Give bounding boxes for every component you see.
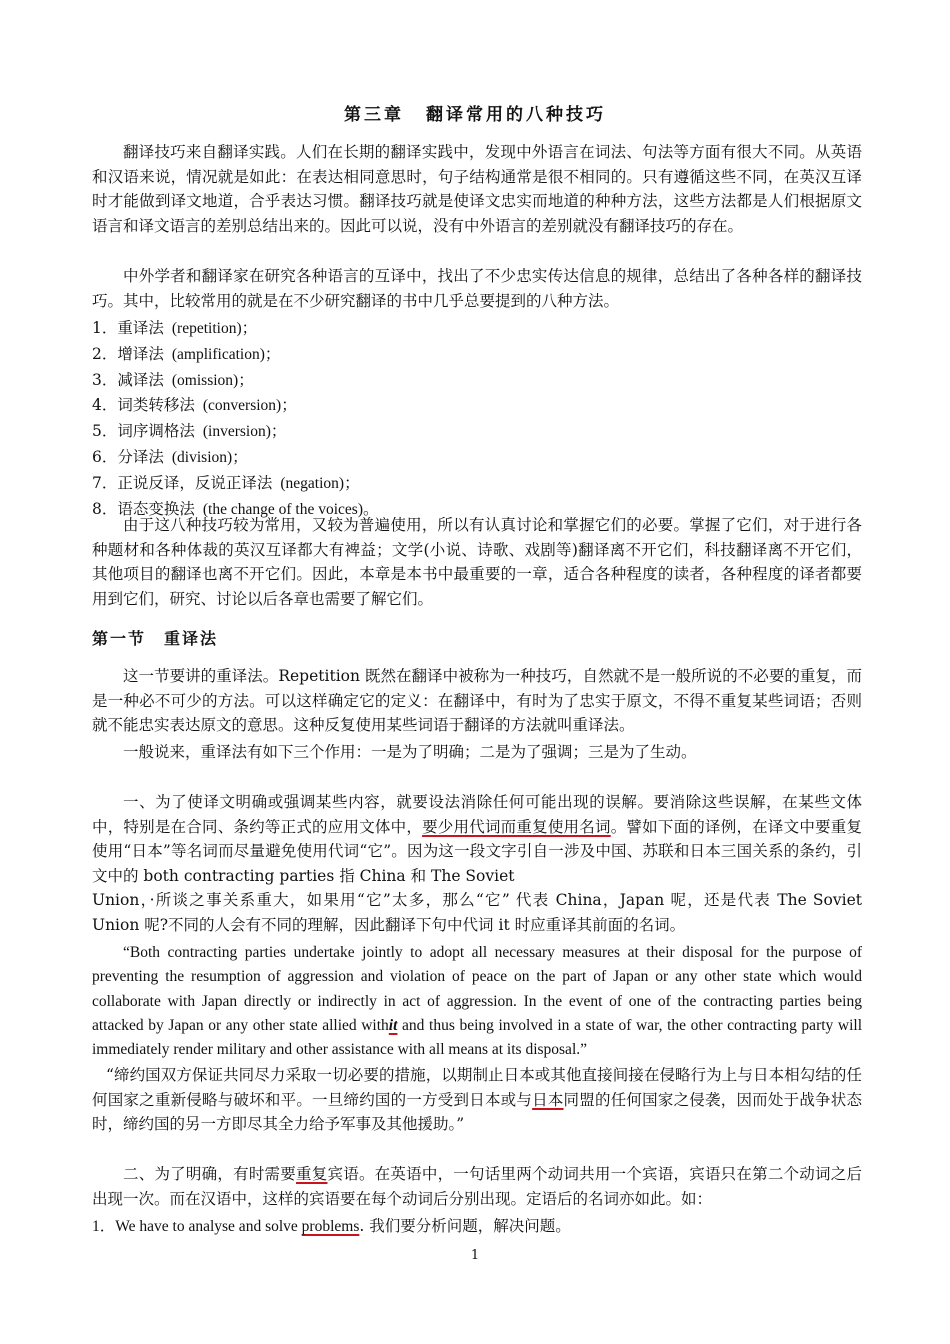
technique-list	[92, 316, 862, 522]
chapter-title	[0, 100, 950, 125]
section-number: 第一节	[92, 629, 147, 648]
chinese-translation: “缔约国双方保证共同尽力采取一切必要的措施，以期制止日本或其他直接间接在侵略行为上与日本相勾结的任何国家之重新侵略与破坏和平。一旦缔约国的一方受到日本或与日本同盟的任何国家之侵袭，因而处于战争状态时，缔约国的另一方即尽其全力给予军事及其他援助。”	[92, 1066, 862, 1133]
chapter-name: 翻译常用的八种技巧	[426, 105, 606, 125]
highlighted-word: problems	[301, 1218, 360, 1235]
section-name: 重译法	[164, 629, 219, 648]
highlighted-phrase: 要少用代词而重复使用名词	[422, 817, 611, 836]
paragraph-point-two: 二、为了明确，有时需要重复宾语。在英语中，一句话里两个动词共用一个宾语，宾语只在第二个动词之后出现一次。而在汉语中，这样的宾语要在每个动词后分别出现。定语后的名词亦如此。如：	[92, 1165, 862, 1208]
highlighted-phrase: 重复	[296, 1165, 328, 1183]
paragraph-scholars: 中外学者和翻译家在研究各种语言的互译中，找出了不少忠实传达信息的规律，总结出了各种各样的翻译技巧。其中，比较常用的就是在不少研究翻译的书中几乎总要提到的八种方法。	[92, 267, 862, 310]
highlighted-word: it	[388, 1016, 398, 1034]
paragraph-definition: 这一节要讲的重译法。Repetition 既然在翻译中被称为一种技巧，自然就不是一般所说的不必要的重复，而是一种必不可少的方法。可以这样确定它的定义：在翻译中，有时为了忠实于原文，不得不重复某些词语；否则就不能忠实表达原文的意思。这种反复使用某些词语于翻译的方法就叫重译法。	[92, 667, 862, 734]
list-item: 1．重译法 (repetition)；	[92, 319, 258, 337]
paragraph-intro: 翻译技巧来自翻译实践。人们在长期的翻译实践中，发现中外语言在词法、句法等方面有很大不同。从英语和汉语来说，情况就是如此：在表达相同意思时，句子结构通常是很不相同的。只有遵循这些不同，在英汉互译时才能做到译文地道，合乎表达习惯。翻译技巧就是使译文忠实而地道的种种方法，这些方法都是人们根据原文语言和译文语言的差别总结出来的。因此可以说，没有中外语言的差别就没有翻译技巧的存在。	[92, 143, 862, 235]
paragraph-point-one-cont: Union，·所谈之事关系重大，如果用“它”太多，那么“它” 代表 China，Japan 呢，还是代表 The Soviet Union 呢?不同的人会有不同的理解，因此翻译下句中代词 it 时应重译其前面的名词。	[92, 891, 862, 934]
paragraph-point-one: 一、为了使译文明确或强调某些内容，就要设法消除任何可能出现的误解。要消除这些误解，在某些文体中，特别是在合同、条约等正式的应用文体中，要少用代词而重复使用名词。譬如下面的译例，在译文中要重复使用“日本”等名词而尽量避免使用代词“它”。因为这一段文字引自一涉及中国、苏联和日本三国关系的条约，引文中的 both contracting parties 指 China 和 The Soviet	[92, 793, 862, 885]
english-example: “Both contracting parties undertake jointly to adopt all necessary measures at their disposal for the purpose of preventing the resumption of aggression and violation of peace on the part of Japan or any other state which would collaborate with Japan directly or indirectly in act of aggression. In the event of one of the contracting parties being attacked by Japan or any other state allied withit and thus being involved in a state of war, the other contracting party will immediately render military and other assistance with all means at its disposal.”	[92, 944, 862, 1059]
list-item: 2．增译法 (amplification)；	[92, 344, 281, 363]
section-heading	[92, 626, 218, 649]
chapter-number: 第三章	[344, 105, 404, 125]
list-item: 4．词类转移法 (conversion)；	[92, 396, 297, 415]
highlighted-phrase: 日本	[532, 1090, 564, 1109]
list-item: 6．分译法 (division)；	[92, 447, 248, 466]
paragraph-importance: 由于这八种技巧较为常用，又较为普遍使用，所以有认真讨论和掌握它们的必要。掌握了它们，对于进行各种题材和各种体裁的英汉互译都大有裨益；文学(小说、诗歌、戏剧等)翻译离不开它们，科技翻译离不开它们，其他项目的翻译也离不开它们。因此，本章是本书中最重要的一章，适合各种程度的读者，各种程度的译者都要用到它们，研究、讨论以后各章也需要了解它们。	[92, 516, 862, 608]
list-item: 3．减译法 (omission)；	[92, 370, 254, 389]
list-item: 5．词序调格法 (inversion)；	[92, 422, 287, 441]
list-item: 7．正说反译，反说正译法 (negation)；	[92, 473, 360, 492]
paragraph-functions: 一般说来，重译法有如下三个作用：一是为了明确；二是为了强调；三是为了生动。	[123, 743, 697, 761]
page-number: 1	[470, 1248, 480, 1263]
example-one: 1．We have to analyse and solve problems. 我们要分析问题，解决问题。	[92, 1217, 571, 1235]
list-item: 8．语态变换法 (the change of the voices)。	[92, 499, 379, 518]
